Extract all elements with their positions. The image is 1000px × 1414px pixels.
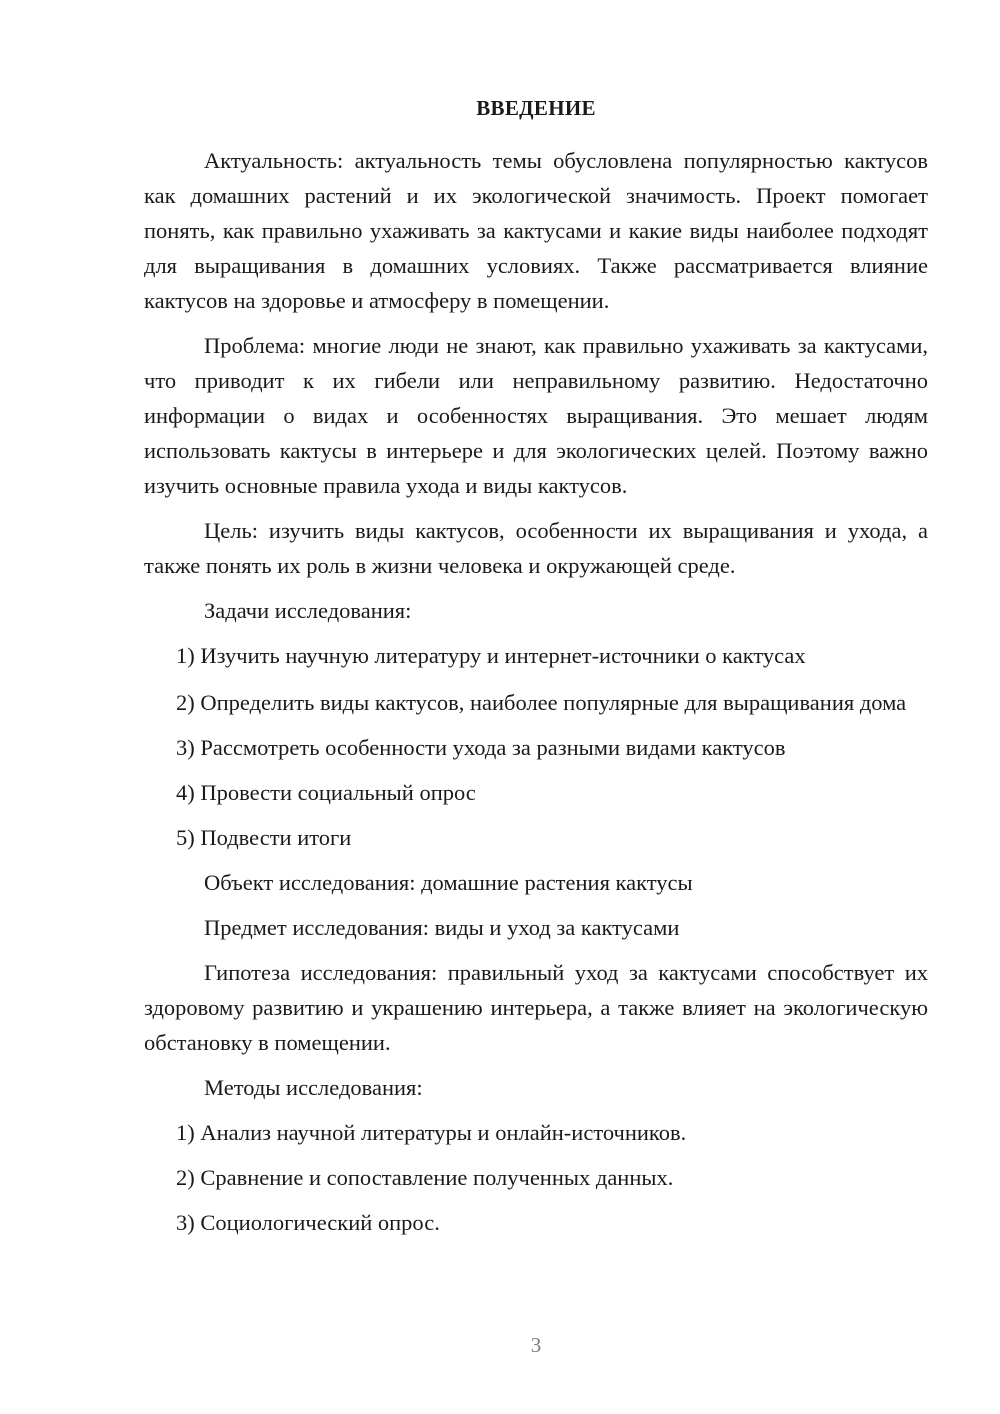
task-item: 5) Подвести итоги: [176, 825, 352, 850]
page-number: 3: [530, 1333, 542, 1357]
hypothesis-paragraph: Гипотеза исследования: правильный уход за кактусами способствует их здоровому развитию и украшению интерьера, а также влияет на экологическую обстановку в помещении.: [144, 960, 928, 1055]
tasks-heading: Задачи исследования:: [204, 598, 412, 623]
section-heading: ВВЕДЕНИЕ: [476, 96, 596, 120]
document-body: [144, 143, 928, 1240]
problem-paragraph: Проблема: многие люди не знают, как правильно ухаживать за кактусами, что приводит к их гибели или неправильному развитию. Недостаточно информации о видах и особенностях выращивания. Это мешает людям использовать кактусы в интерьере и для экологических целей. Поэтому важно изучить основные правила ухода и виды кактусов.: [144, 333, 928, 498]
relevance-paragraph: Актуальность: актуальность темы обусловлена популярностью кактусов как домашних растений и их экологической значимость. Проект помогает понять, как правильно ухаживать за кактусами и какие виды наиболее подходят для выращивания в домашних условиях. Также рассматривается влияние кактусов на здоровье и атмосферу в помещении.: [144, 148, 928, 313]
method-item: 2) Сравнение и сопоставление полученных данных.: [176, 1165, 674, 1190]
task-item: 2) Определить виды кактусов, наиболее популярные для выращивания дома: [176, 690, 907, 715]
task-item: 1) Изучить научную литературу и интернет-источники о кактусах: [176, 643, 806, 668]
task-item: 4) Провести социальный опрос: [176, 780, 476, 805]
goal-paragraph: Цель: изучить виды кактусов, особенности их выращивания и ухода, а также понять их роль в жизни человека и окружающей среде.: [144, 518, 928, 578]
method-item: 1) Анализ научной литературы и онлайн-источников.: [176, 1120, 687, 1145]
task-item: 3) Рассмотреть особенности ухода за разными видами кактусов: [176, 735, 786, 760]
methods-heading: Методы исследования:: [204, 1075, 423, 1100]
method-item: 3) Социологический опрос.: [176, 1210, 440, 1235]
subject-paragraph: Предмет исследования: виды и уход за кактусами: [204, 915, 680, 940]
object-paragraph: Объект исследования: домашние растения кактусы: [204, 870, 693, 895]
